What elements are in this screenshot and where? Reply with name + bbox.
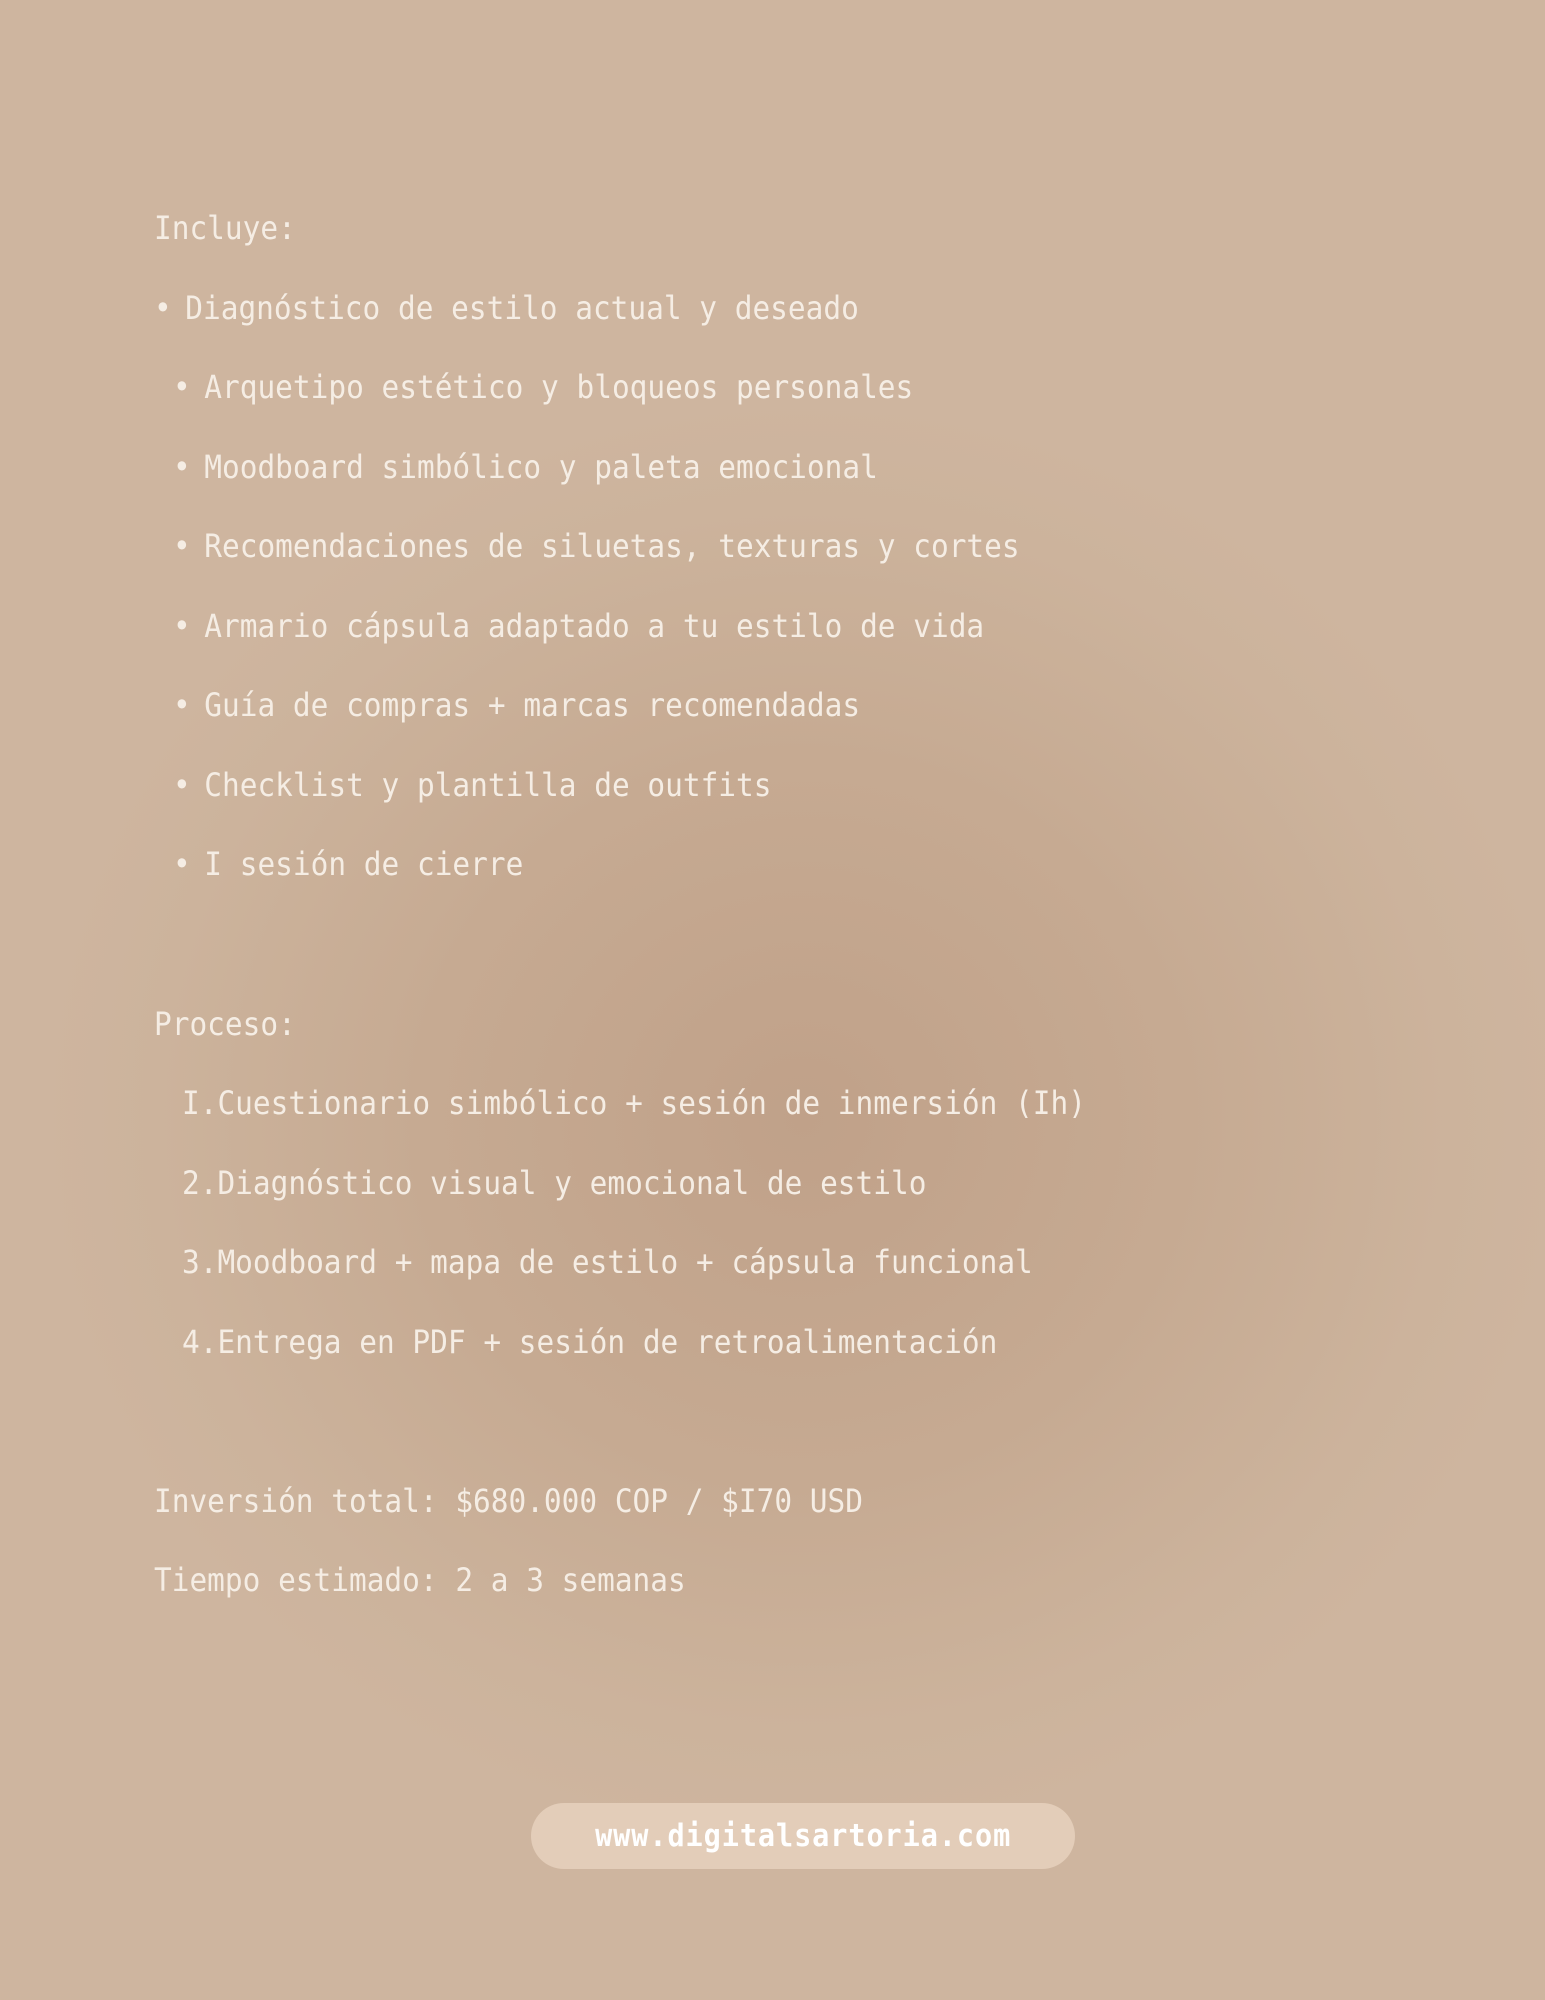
includes-item (173, 765, 771, 805)
step-number: I. (182, 1084, 218, 1122)
includes-item-text: Moodboard simbólico y paleta emocional (204, 448, 878, 486)
includes-item (173, 526, 1020, 566)
includes-item-text: Armario cápsula adaptado a tu estilo de vida (204, 607, 985, 645)
bullet-icon: • (173, 686, 191, 724)
bullet-icon: • (173, 368, 191, 406)
step-text: Moodboard + mapa de estilo + cápsula funcional (217, 1243, 1033, 1281)
step-text: Diagnóstico visual y emocional de estilo (217, 1164, 927, 1202)
website-link[interactable] (531, 1803, 1075, 1869)
bullet-icon: • (154, 289, 172, 327)
estimated-time: Tiempo estimado: 2 a 3 semanas (154, 1561, 686, 1599)
includes-item (154, 288, 859, 328)
website-link-text: www.digitalsartoria.com (594, 1818, 1012, 1854)
includes-item-text: Guía de compras + marcas recomendadas (204, 686, 861, 724)
bullet-icon: • (173, 448, 191, 486)
step-text: Cuestionario simbólico + sesión de inmersión (Ih) (217, 1084, 1086, 1122)
includes-item-text: Checklist y plantilla de outfits (204, 766, 772, 804)
includes-item-text: I sesión de cierre (204, 845, 524, 883)
step-number: 4. (182, 1323, 218, 1361)
process-step (182, 1242, 1033, 1282)
includes-item (173, 447, 878, 487)
step-number: 2. (182, 1164, 218, 1202)
includes-item (173, 606, 984, 646)
bullet-icon: • (173, 527, 191, 565)
includes-item (173, 844, 523, 884)
bullet-icon: • (173, 845, 191, 883)
investment-total: Inversión total: $680.000 COP / $I70 USD (154, 1482, 863, 1520)
includes-item-text: Diagnóstico de estilo actual y deseado (185, 289, 859, 327)
process-step (182, 1163, 926, 1203)
includes-item (173, 685, 860, 725)
bullet-icon: • (173, 766, 191, 804)
includes-heading: Incluye: (154, 209, 296, 247)
includes-item (173, 367, 913, 407)
step-text: Entrega en PDF + sesión de retroalimentación (217, 1323, 998, 1361)
includes-item-text: Arquetipo estético y bloqueos personales (204, 368, 914, 406)
includes-item-text: Recomendaciones de siluetas, texturas y cortes (204, 527, 1020, 565)
bullet-icon: • (173, 607, 191, 645)
step-number: 3. (182, 1243, 218, 1281)
process-heading: Proceso: (154, 1005, 296, 1043)
process-step (182, 1083, 1086, 1123)
process-step (182, 1322, 997, 1362)
